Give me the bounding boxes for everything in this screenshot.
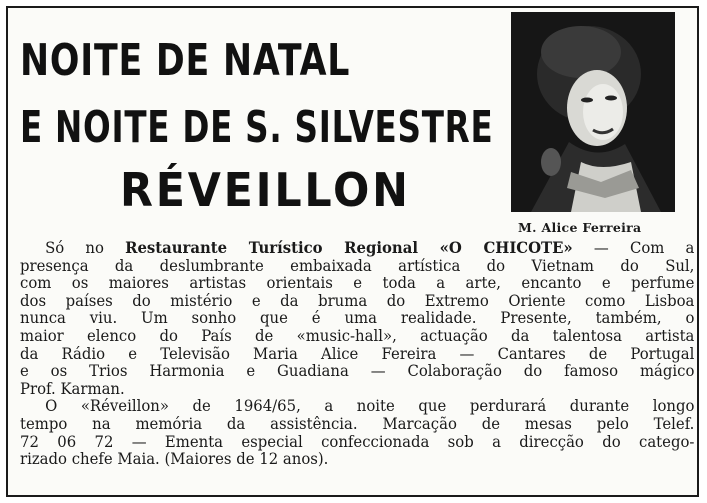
article-text: — Com a bbox=[572, 239, 695, 257]
article-line: nunca viu. Um sonho que é uma realidade. Presente, também, o bbox=[20, 309, 695, 328]
portrait-photo bbox=[511, 12, 675, 212]
article-line: rizado chefe Maia. (Maiores de 12 anos). bbox=[20, 450, 329, 469]
article-line: da Rádio e Televisão Maria Alice Fereira — Cantares de Portugal bbox=[20, 344, 695, 363]
headline-line-3: RÉVEILLON bbox=[120, 163, 411, 217]
article-text: Só no bbox=[45, 239, 126, 257]
article-line: tempo na memória da assistência. Marcação de mesas pelo Telef. bbox=[20, 414, 695, 433]
article-line: 72 06 72 — Ementa especial confeccionada sob a direcção do catego- bbox=[20, 432, 695, 451]
article-line bbox=[20, 240, 694, 258]
headline-line-2: E NOITE DE S. SILVESTRE bbox=[20, 102, 494, 153]
article-line: maior elenco do País de «music-hall», actuação da talentosa artista bbox=[20, 326, 695, 345]
article-line: com os maiores artistas orientais e toda a arte, encanto e perfume bbox=[20, 274, 695, 293]
article-line: Prof. Karman. bbox=[20, 379, 125, 398]
headline-line-1: NOITE DE NATAL bbox=[20, 35, 351, 86]
portrait-image bbox=[511, 12, 675, 212]
article-line: dos países do mistério e da bruma do Extremo Oriente como Lisboa bbox=[20, 291, 695, 310]
photo-caption: M. Alice Ferreira bbox=[518, 220, 642, 235]
article-line: O «Réveillon» de 1964/65, a noite que perdurará durante longo bbox=[45, 397, 695, 416]
restaurant-name: Restaurante Turístico Regional «O CHICOTE» bbox=[125, 239, 573, 257]
newspaper-clipping bbox=[6, 6, 699, 497]
article-line: e os Trios Harmonia e Guadiana — Colaboração do famoso mágico bbox=[20, 362, 695, 381]
article-body bbox=[20, 239, 695, 469]
article-line: presença da deslumbrante embaixada artística do Vietnam do Sul, bbox=[20, 256, 695, 275]
